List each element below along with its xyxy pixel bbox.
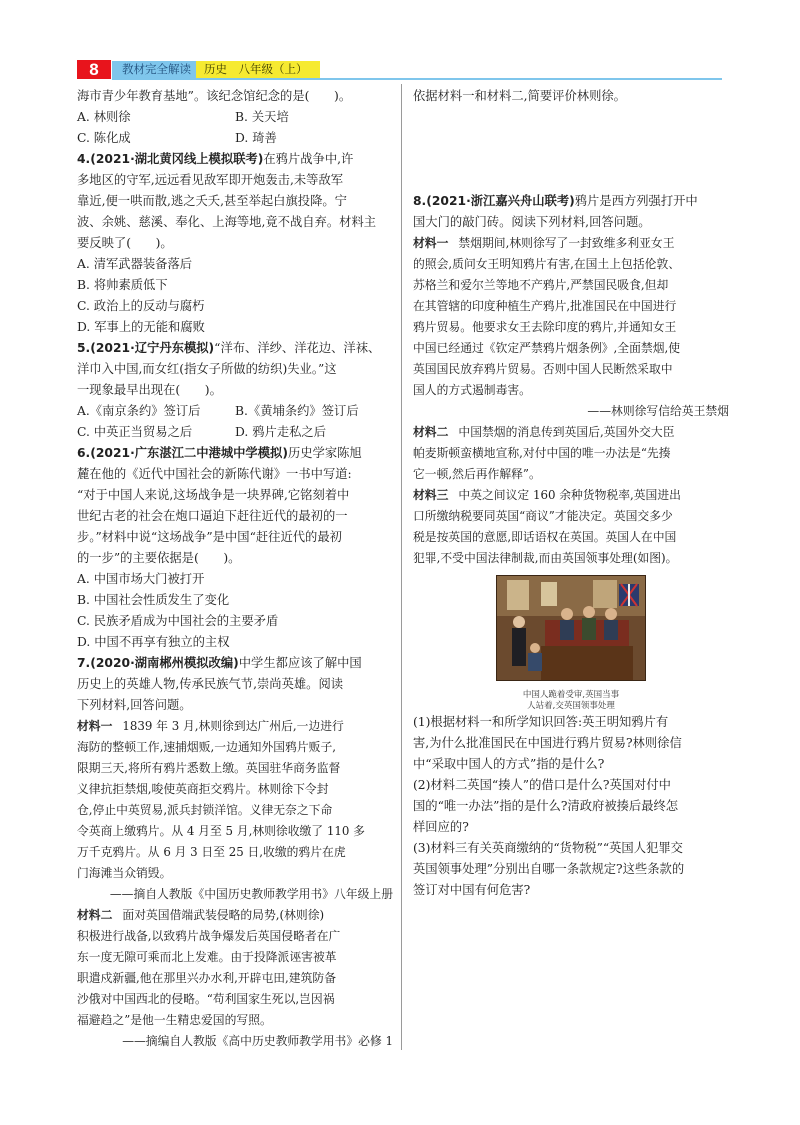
question-source: (2020·湖南郴州模拟改编) — [90, 656, 239, 670]
header-rule — [112, 78, 722, 80]
book-series-label: 教材完全解读 — [112, 61, 199, 78]
material-text: 口所缴纳税要同英国“商议”才能决定。英国交多少 — [413, 509, 673, 523]
material-label: 材料二 — [413, 425, 449, 439]
material-text: 苏格兰和爱尔兰等地不产鸦片,严禁国民吸食,但却 — [413, 278, 669, 292]
question-number: 6. — [77, 446, 91, 460]
question-text: 签订对中国有何危害? — [413, 883, 531, 897]
question-text: 害,为什么批准国民在中国进行鸦片贸易?林则徐信 — [413, 736, 682, 750]
question-7 — [77, 653, 393, 1052]
caption-line: 中国人跪着受审,英国当事 — [522, 690, 620, 700]
material-text: 中国已经通过《钦定严禁鸦片烟条例》,全面禁烟,使 — [413, 341, 681, 355]
material-label: 材料二 — [77, 908, 113, 922]
material-label: 材料一 — [413, 236, 449, 250]
right-column — [413, 86, 729, 901]
sub-question-3 — [413, 838, 729, 901]
material-text: 沙俄对中国西北的侵略。“苟利国家生死以,岂因祸 — [77, 992, 335, 1006]
question-text: 国的“唯一办法”指的是什么?清政府被揍后最终怎 — [413, 799, 679, 813]
question-number: 8. — [413, 194, 427, 208]
question-text: 样回应的? — [413, 820, 469, 834]
material-3 — [413, 485, 729, 569]
question-source: (2021·浙江嘉兴舟山联考) — [426, 194, 575, 208]
question-number: 7. — [77, 656, 91, 670]
question-source: (2021·湖北黄冈线上模拟联考) — [90, 152, 264, 166]
option-a: A. 林则徐 — [77, 110, 131, 124]
material-text: 在其管辖的印度种植生产鸦片,批准国民在中国进行 — [413, 299, 677, 313]
material-text: 限期三天,将所有鸦片悉数上缴。英国驻华商务监督 — [77, 761, 341, 775]
option-b: B.《黄埔条约》签订后 — [235, 404, 359, 418]
question-text: “对于中国人来说,这场战争是一块界碑,它铭刻着中 — [77, 488, 350, 502]
question-text: 一现象最早出现在( )。 — [77, 383, 222, 397]
question-text: (3)材料三有关英商缴纳的“货物税”“英国人犯罪交 — [413, 841, 683, 855]
question-source: (2021·广东湛江二中港城中学模拟) — [90, 446, 288, 460]
figure-caption — [413, 690, 729, 712]
material-2 — [77, 905, 393, 1052]
option-d: D. 鸦片走私之后 — [235, 425, 327, 439]
material-text: 中英之间议定 160 余种货物税率,英国进出 — [458, 488, 681, 502]
material-text: 仓,停止中英贸易,派兵封锁洋馆。义律无奈之下命 — [77, 803, 333, 817]
option-d: D. 琦善 — [235, 131, 277, 145]
option-a: A.《南京条约》签订后 — [77, 404, 201, 418]
sub-question-1 — [413, 712, 729, 775]
question-5 — [77, 338, 393, 443]
material-text: 鸦片贸易。他要求女王去除印度的鸦片,并通知女王 — [413, 320, 677, 334]
option-a: A. 清军武器装备落后 — [77, 257, 193, 271]
question-text: 波、余姚、慈溪、奉化、上海等地,竟不战自弃。材料主 — [77, 215, 377, 229]
material-attribution: ——林则徐写信给英王禁烟 — [587, 404, 729, 418]
option-row — [77, 401, 393, 422]
material-text: 万千克鸦片。从 6 月 3 日至 25 日,收缴的鸦片在虎 — [77, 845, 346, 859]
material-text: 海防的整顿工作,速捕烟贩,一边通知外国鸦片贩子, — [77, 740, 336, 754]
material-text: 它一顿,然后再作解释”。 — [413, 467, 541, 481]
material-2 — [413, 422, 729, 485]
question-text: 中“采取中国人的方式”指的是什么? — [413, 757, 605, 771]
question-stem: 海市青少年教育基地”。该纪念馆纪念的是( )。 — [77, 89, 352, 103]
material-text: 福避趋之”是他一生精忠爱国的写照。 — [77, 1013, 272, 1027]
material-text: 1839 年 3 月,林则徐到达广州后,一边进行 — [122, 719, 344, 733]
question-7-ask: 依据材料一和材料二,简要评价林则徐。 — [413, 89, 626, 103]
material-1 — [413, 233, 729, 422]
material-text: 面对英国借端武装侵略的局势,(林则徐) — [122, 908, 325, 922]
option-b: B. 中国社会性质发生了变化 — [77, 593, 230, 607]
option-d: D. 军事上的无能和腐败 — [77, 320, 205, 334]
question-text: 麓在他的《近代中国社会的新陈代谢》一书中写道: — [77, 467, 352, 481]
option-row — [77, 422, 393, 443]
question-6 — [77, 443, 393, 653]
option-c: C. 陈化成 — [77, 131, 131, 145]
material-attribution: ——摘自人教版《中国历史教师教学用书》八年级上册 — [109, 887, 393, 901]
question-3-continued — [77, 86, 393, 149]
question-text: 下列材料,回答问题。 — [77, 698, 192, 712]
trial-photo — [496, 575, 646, 681]
question-text: “洋布、洋纱、洋花边、洋袜、 — [214, 341, 381, 355]
option-a: A. 中国市场大门被打开 — [77, 572, 205, 586]
material-text: 帕麦斯顿蛮横地宣称,对付中国的唯一办法是“先揍 — [413, 446, 671, 460]
material-text: 英国国民放弃鸦片贸易。否则中国人民断然采取中 — [413, 362, 673, 376]
caption-line: 人站着,交英国领事处理 — [527, 701, 615, 711]
option-c: C. 政治上的反动与腐朽 — [77, 299, 205, 313]
column-divider — [401, 84, 402, 1050]
page-number: 8 — [77, 60, 111, 79]
material-text: 犯罪,不受中国法律制裁,而由英国领事处理(如图)。 — [413, 551, 678, 565]
option-b: B. 关天培 — [235, 110, 289, 124]
material-label: 材料一 — [77, 719, 113, 733]
material-text: 门海滩当众销毁。 — [77, 866, 172, 880]
question-text: 历史上的英雄人物,传承民族气节,崇尚英雄。阅读 — [77, 677, 344, 691]
option-d: D. 中国不再享有独立的主权 — [77, 635, 230, 649]
material-text: 禁烟期间,林则徐写了一封致维多利亚女王 — [458, 236, 675, 250]
option-row — [77, 107, 393, 128]
question-text: 洋巾入中国,而女红(指女子所做的纺织)失业。”这 — [77, 362, 337, 376]
material-text: 积极进行战备,以致鸦片战争爆发后英国侵略者在广 — [77, 929, 341, 943]
material-text: 税是按英国的意愿,即话语权在英国。英国人在中国 — [413, 530, 677, 544]
question-text: 国大门的敲门砖。阅读下列材料,回答问题。 — [413, 215, 651, 229]
option-c: C. 中英正当贸易之后 — [77, 425, 193, 439]
question-text: 中学生都应该了解中国 — [238, 656, 362, 670]
question-text: 鸦片是西方列强打开中 — [574, 194, 698, 208]
material-text: 职遣戍新疆,他在那里兴办水利,开辟屯田,建筑防备 — [77, 971, 336, 985]
question-text: 靠近,便一哄而散,逃之夭夭,甚至举起白旗投降。宁 — [77, 194, 347, 208]
subject-grade-label: 历史 八年级（上） — [196, 61, 320, 78]
material-label: 材料三 — [413, 488, 449, 502]
question-text: 步。”材料中说“这场战争”是中国“赶往近代的最初 — [77, 530, 342, 544]
question-number: 5. — [77, 341, 91, 355]
material-text: 的照会,质问女王明知鸦片有害,在国土上包括伦敦、 — [413, 257, 681, 271]
question-4 — [77, 149, 393, 338]
material-attribution: ——摘编自人教版《高中历史教师教学用书》必修 1 — [122, 1034, 393, 1048]
question-text: (1)根据材料一和所学知识回答:英王明知鸦片有 — [413, 715, 669, 729]
material-text: 中国禁烟的消息传到英国后,英国外交大臣 — [458, 425, 675, 439]
material-text: 令英商上缴鸦片。从 4 月至 5 月,林则徐收缴了 110 多 — [77, 824, 365, 838]
question-text: 在鸦片战争中,许 — [263, 152, 354, 166]
question-8 — [413, 191, 729, 901]
question-text: 要反映了( )。 — [77, 236, 173, 250]
option-c: C. 民族矛盾成为中国社会的主要矛盾 — [77, 614, 279, 628]
answer-space — [413, 107, 729, 191]
option-b: B. 将帅素质低下 — [77, 278, 168, 292]
material-text: 东一度无隙可乘而北上发难。由于投降派诬害被革 — [77, 950, 337, 964]
material-text: 义律抗拒禁烟,唆使英商拒交鸦片。林则徐下令封 — [77, 782, 329, 796]
question-text: 世纪古老的社会在炮口逼迫下赶往近代的最初的一 — [77, 509, 348, 523]
question-text: 英国领事处理”分别出自哪一条款规定?这些条款的 — [413, 862, 685, 876]
question-text: 多地区的守军,远远看见敌军即开炮轰击,未等敌军 — [77, 173, 344, 187]
question-text: 的一步”的主要依据是( )。 — [77, 551, 241, 565]
left-column — [77, 86, 393, 1052]
question-source: (2021·辽宁丹东模拟) — [90, 341, 215, 355]
question-text: (2)材料二英国“揍人”的借口是什么?英国对付中 — [413, 778, 671, 792]
question-number: 4. — [77, 152, 91, 166]
question-text: 历史学家陈旭 — [287, 446, 362, 460]
option-row — [77, 128, 393, 149]
figure — [413, 575, 729, 712]
sub-question-2 — [413, 775, 729, 838]
material-text: 国人的方式遏制毒害。 — [413, 383, 531, 397]
material-1 — [77, 716, 393, 905]
